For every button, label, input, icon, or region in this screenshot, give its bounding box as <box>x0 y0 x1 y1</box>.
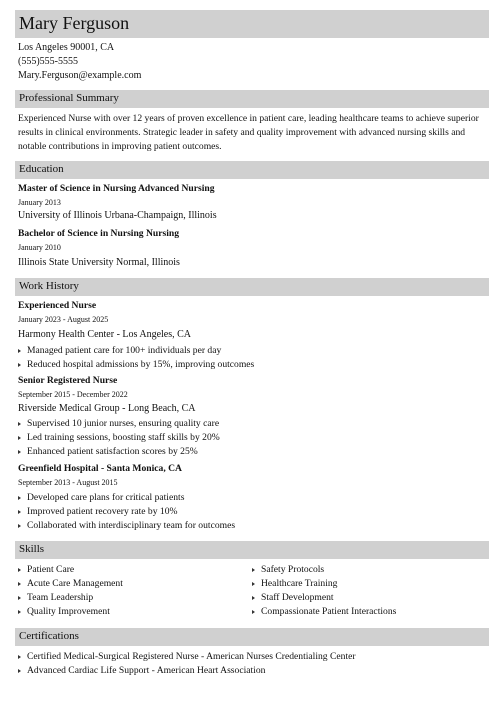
list-item <box>252 578 337 589</box>
skill-text: Compassionate Patient Interactions <box>261 606 397 617</box>
skill-text: Staff Development <box>261 592 334 603</box>
job-dates: January 2023 - August 2025 <box>18 315 109 324</box>
job-title: Experienced Nurse <box>18 300 97 311</box>
section-title: Certifications <box>19 630 79 642</box>
bullet-icon <box>18 524 21 528</box>
summary-text: Experienced Nurse with over 12 years of proven excellence in patient care, leading healthcare teams to achieve superior results in clinical environments. Strategic leader in safety and quality improvement with advanced nursing skills and notable contributions in improving patient outcomes. <box>18 113 479 152</box>
job-organization: Riverside Medical Group - Long Beach, CA <box>18 403 196 414</box>
list-item <box>18 520 235 531</box>
job-dates: September 2015 - December 2022 <box>18 390 128 399</box>
email: Mary.Ferguson@example.com <box>18 70 142 81</box>
bullet-text: Improved patient recovery rate by 10% <box>27 506 178 517</box>
section-header-education <box>15 161 489 179</box>
skill-text: Healthcare Training <box>261 578 338 589</box>
list-item <box>18 506 178 517</box>
section-header-work-history <box>15 278 489 296</box>
bullet-icon <box>18 655 21 659</box>
bullet-text: Led training sessions, boosting staff skills by 20% <box>27 432 220 443</box>
bullet-text: Reduced hospital admissions by 15%, improving outcomes <box>27 359 255 370</box>
section-header-certifications <box>15 628 489 646</box>
list-item <box>18 651 356 662</box>
bullet-text: Enhanced patient satisfaction scores by 25% <box>27 446 198 457</box>
bullet-icon <box>18 349 21 353</box>
degree-date: January 2010 <box>18 243 61 252</box>
bullet-icon <box>18 450 21 454</box>
bullet-text: Supervised 10 junior nurses, ensuring quality care <box>27 418 220 429</box>
bullet-icon <box>252 610 255 614</box>
bullet-icon <box>18 363 21 367</box>
list-item <box>18 359 254 370</box>
bullet-icon <box>18 510 21 514</box>
phone: (555)555-5555 <box>18 56 78 67</box>
bullet-icon <box>18 436 21 440</box>
section-header-summary <box>15 90 489 108</box>
section-header-skills <box>15 541 489 559</box>
list-item <box>252 606 396 617</box>
degree-title: Master of Science in Nursing Advanced Nursing <box>18 183 215 194</box>
section-title: Education <box>19 163 64 175</box>
skill-text: Team Leadership <box>27 592 94 603</box>
bullet-icon <box>252 568 255 572</box>
section-title: Work History <box>19 280 79 292</box>
school-name: University of Illinois Urbana-Champaign, Illinois <box>18 210 217 221</box>
job-title: Senior Registered Nurse <box>18 375 118 386</box>
bullet-text: Managed patient care for 100+ individuals per day <box>27 345 222 356</box>
section-title: Professional Summary <box>19 92 119 104</box>
list-item <box>18 665 265 676</box>
list-item <box>18 418 219 429</box>
bullet-icon <box>18 582 21 586</box>
bullet-icon <box>18 422 21 426</box>
job-title: Greenfield Hospital - Santa Monica, CA <box>18 463 182 474</box>
section-title: Skills <box>19 543 45 555</box>
list-item <box>252 564 324 575</box>
list-item <box>18 578 123 589</box>
list-item <box>18 492 184 503</box>
bullet-icon <box>252 582 255 586</box>
certification-text: Advanced Cardiac Life Support - American Heart Association <box>27 665 266 676</box>
address: Los Angeles 90001, CA <box>18 42 115 53</box>
job-organization: Harmony Health Center - Los Angeles, CA <box>18 329 192 340</box>
job-dates: September 2013 - August 2015 <box>18 478 118 487</box>
list-item <box>18 345 221 356</box>
list-item <box>18 564 74 575</box>
bullet-icon <box>252 596 255 600</box>
degree-title: Bachelor of Science in Nursing Nursing <box>18 228 180 239</box>
bullet-icon <box>18 496 21 500</box>
bullet-icon <box>18 669 21 673</box>
list-item <box>18 432 220 443</box>
bullet-text: Collaborated with interdisciplinary team for outcomes <box>27 520 236 531</box>
candidate-name: Mary Ferguson <box>19 13 130 33</box>
list-item <box>18 606 110 617</box>
skill-text: Safety Protocols <box>261 564 325 575</box>
list-item <box>18 592 93 603</box>
school-name: Illinois State University Normal, Illinois <box>18 257 180 268</box>
degree-date: January 2013 <box>18 198 61 207</box>
certification-text: Certified Medical-Surgical Registered Nurse - American Nurses Credentialing Center <box>27 651 356 662</box>
bullet-icon <box>18 568 21 572</box>
list-item <box>252 592 334 603</box>
skill-text: Quality Improvement <box>27 606 110 617</box>
list-item <box>18 446 198 457</box>
skill-text: Acute Care Management <box>27 578 123 589</box>
bullet-text: Developed care plans for critical patients <box>27 492 185 503</box>
bullet-icon <box>18 610 21 614</box>
name-header-bar <box>15 10 489 38</box>
bullet-icon <box>18 596 21 600</box>
skill-text: Patient Care <box>27 564 75 575</box>
